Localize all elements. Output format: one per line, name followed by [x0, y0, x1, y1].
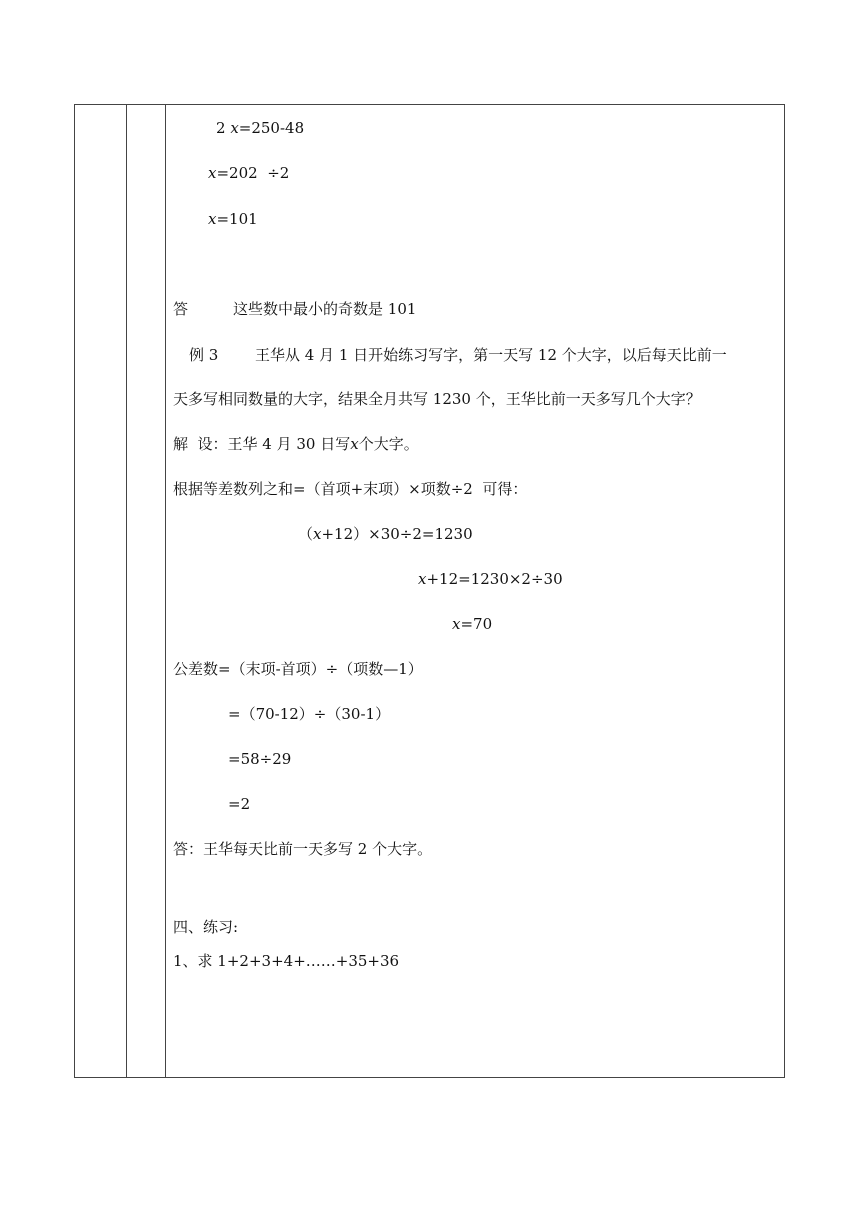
eq-rhs: =202 ÷2 — [216, 164, 290, 182]
eq-rhs: =250-48 — [238, 119, 305, 137]
difference-step-3: =2 — [228, 795, 251, 813]
solution-setup — [173, 434, 419, 454]
example-3-text-2: 天多写相同数量的大字，结果全月共写 1230 个，王华比前一天多写几个大字？ — [173, 390, 701, 408]
eq-coef: 2 — [216, 119, 231, 137]
exercise-1: 1、求 1+2+3+4+……+35+36 — [173, 952, 400, 970]
solution-post: 个大字。 — [358, 435, 419, 453]
equation-line-2 — [208, 163, 289, 183]
eq-variable: x — [230, 119, 239, 137]
eq-rhs: =101 — [216, 210, 258, 228]
answer-1-label: 答 — [173, 300, 189, 318]
eq-variable: x — [208, 164, 217, 182]
column-divider-2 — [165, 105, 166, 1077]
answer-1-text: 这些数中最小的奇数是 101 — [233, 300, 417, 318]
eq-variable: x — [208, 210, 217, 228]
equation-line-1 — [216, 118, 304, 138]
solution-pre: 解 设：王华 4 月 30 日写 — [173, 435, 351, 453]
column-divider-1 — [126, 105, 127, 1077]
eq-variable: x — [452, 615, 461, 633]
equation-solve — [418, 569, 563, 589]
sum-rule: 根据等差数列之和=（首项+末项）×项数÷2 可得： — [173, 480, 528, 498]
eq-variable: x — [418, 570, 427, 588]
example-3-text-1: 王华从 4 月 1 日开始练习写字，第一天写 12 个大字，以后每天比前一 — [255, 346, 727, 364]
equation-result — [452, 614, 492, 634]
solution-variable: x — [350, 435, 359, 453]
difference-rule: 公差数=（末项-首项）÷（项数—1） — [173, 660, 423, 678]
difference-step-2: =58÷29 — [228, 750, 292, 768]
eq-rhs: +12）×30÷2=1230 — [321, 525, 473, 543]
equation-sum — [298, 524, 473, 544]
section-heading: 四、练习: — [173, 918, 239, 936]
eq-rhs: =70 — [460, 615, 493, 633]
eq-variable: x — [313, 525, 322, 543]
eq-rhs: +12=1230×2÷30 — [426, 570, 563, 588]
difference-step-1: =（70-12）÷（30-1） — [228, 705, 391, 723]
eq-open: （ — [298, 525, 314, 543]
example-3-label: 例 3 — [189, 346, 219, 364]
answer-2: 答：王华每天比前一天多写 2 个大字。 — [173, 840, 433, 858]
equation-line-3 — [208, 209, 258, 229]
